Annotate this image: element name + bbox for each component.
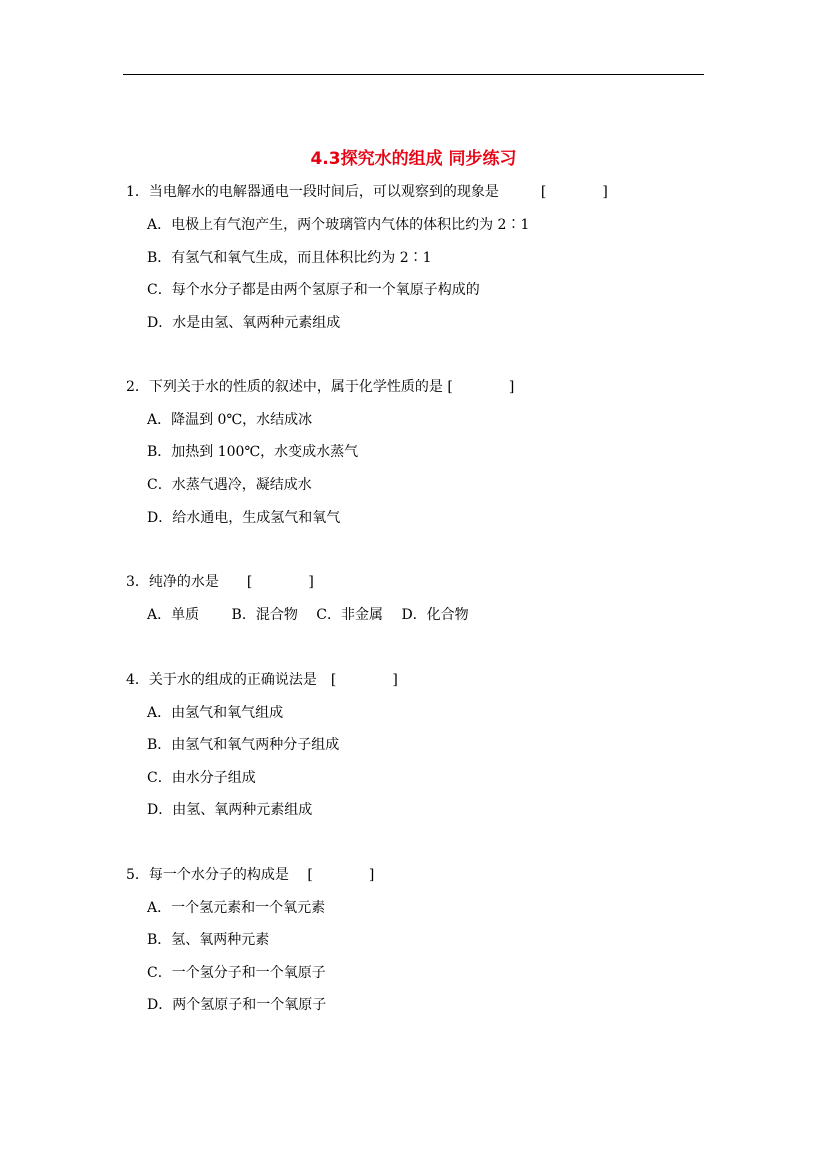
question-2-option-b: B．加热到 100℃，水变成水蒸气 [147,444,359,460]
question-5-option-c: C．一个氢分子和一个氧原子 [147,965,326,981]
question-5-option-a: A．一个氢元素和一个氧元素 [147,900,326,916]
question-5-option-d: D．两个氢原子和一个氧原子 [147,997,327,1013]
question-1-option-c: C．每个水分子都是由两个氢原子和一个氧原子构成的 [147,282,480,298]
question-3-stem: 3．纯净的水是 [ ] [126,574,314,590]
question-5-stem: 5．每一个水分子的构成是 [ ] [126,867,375,883]
question-1-option-b: B．有氢气和氧气生成，而且体积比约为 2∶1 [147,250,432,266]
question-4-option-a: A．由氢气和氧气组成 [147,705,284,721]
page-title: 4.3探究水的组成 同步练习 [310,149,517,169]
question-2-option-d: D．给水通电，生成氢气和氧气 [147,510,341,526]
question-1-option-d: D．水是由氢、氧两种元素组成 [147,315,341,331]
question-4-option-c: C．由水分子组成 [147,770,256,786]
question-3-options: A．单质 B．混合物 C．非金属 D．化合物 [147,607,469,623]
question-1-option-a: A．电极上有气泡产生，两个玻璃管内气体的体积比约为 2∶1 [147,217,530,233]
question-4-stem: 4．关于水的组成的正确说法是 [ ] [126,672,398,688]
question-5-option-b: B．氢、氧两种元素 [147,932,270,948]
question-2-option-c: C．水蒸气遇冷，凝结成水 [147,477,312,493]
header-rule [123,74,704,75]
question-2-stem: 2．下列关于水的性质的叙述中，属于化学性质的是 [ ] [126,379,515,395]
question-4-option-b: B．由氢气和氧气两种分子组成 [147,737,340,753]
question-1-stem: 1．当电解水的电解器通电一段时间后，可以观察到的现象是 [ ] [126,184,608,200]
question-2-option-a: A．降温到 0℃，水结成冰 [147,412,313,428]
question-4-option-d: D．由氢、氧两种元素组成 [147,802,313,818]
